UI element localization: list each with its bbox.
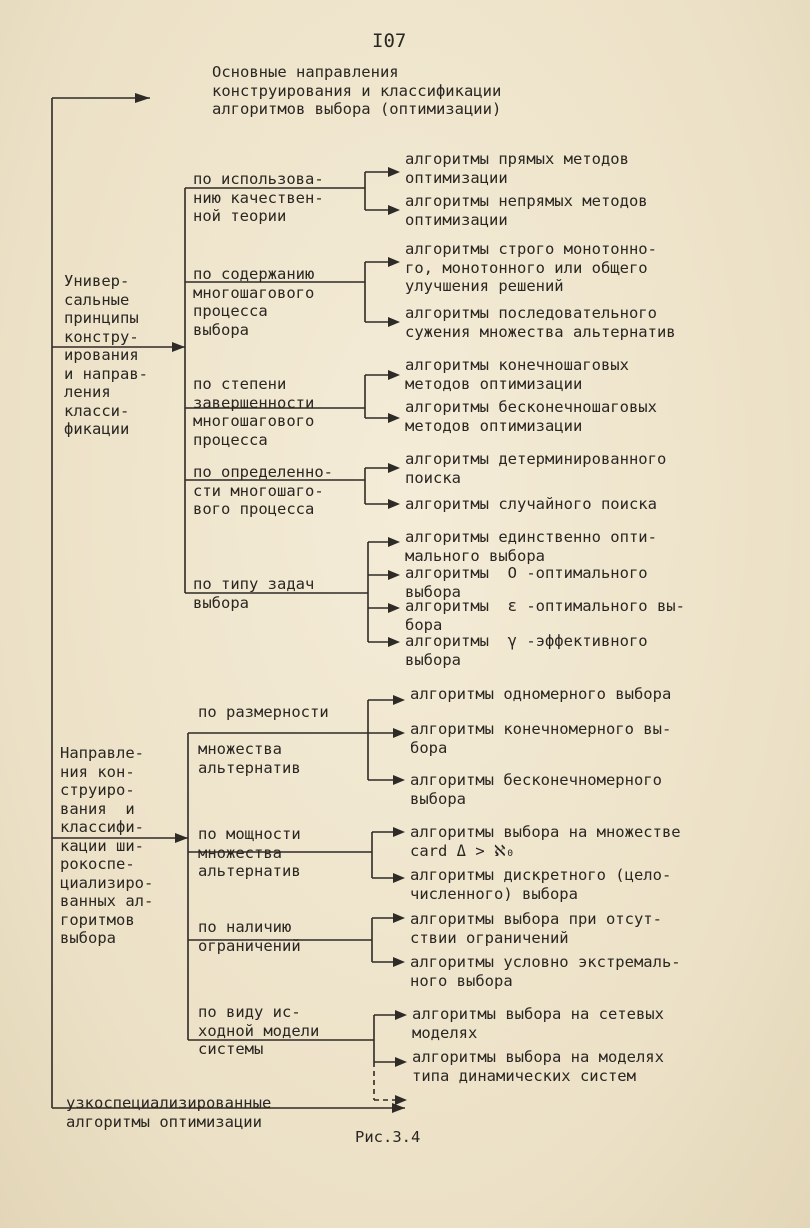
leaf-item: алгоритмы бесконечношаговых методов оптимизации bbox=[405, 398, 657, 435]
leaf-item: алгоритмы единственно опти- мального выбора bbox=[405, 528, 657, 565]
leaf-item: алгоритмы выбора на моделях типа динамических систем bbox=[412, 1048, 664, 1085]
leaf-item: алгоритмы O -оптимального выбора bbox=[405, 564, 648, 601]
leaf-item: алгоритмы условно экстремаль- ного выбора bbox=[410, 953, 681, 990]
leaf-item: алгоритмы дискретного (цело- численного) выбора bbox=[410, 866, 672, 903]
leaf-item: алгоритмы детерминированного поиска bbox=[405, 450, 667, 487]
leaf-item: алгоритмы последовательного сужения множества альтернатив bbox=[405, 304, 676, 341]
leaf-item: алгоритмы γ -эффективного выбора bbox=[405, 632, 648, 669]
criterion-label: по мощности множества альтернатив bbox=[198, 825, 301, 880]
bottom-item: узкоспециализированные алгоритмы оптимизации bbox=[66, 1094, 272, 1131]
leaf-item: алгоритмы случайного поиска bbox=[405, 495, 657, 513]
leaf-item: алгоритмы непрямых методов оптимизации bbox=[405, 192, 648, 229]
leaf-item: алгоритмы прямых методов оптимизации bbox=[405, 150, 629, 187]
criterion-label: по определенно- сти многошаго- вого процесса bbox=[193, 463, 333, 518]
root-title: Основные направления конструирования и классификации алгоритмов выбора (оптимизации) bbox=[212, 63, 502, 118]
arrow-head bbox=[135, 93, 150, 103]
leaf-item: алгоритмы ε -оптимального вы- бора bbox=[405, 597, 685, 634]
criterion-label: по типу задач выбора bbox=[193, 575, 315, 612]
group-label-universal: Универ- сальные принципы констру- ирования и направ- ления класси- фикации bbox=[64, 272, 148, 438]
leaf-item: алгоритмы конечномерного вы- бора bbox=[410, 720, 672, 757]
figure-caption: Рис.3.4 bbox=[355, 1128, 421, 1146]
criterion-label: по виду ис- ходной модели системы bbox=[198, 1003, 320, 1058]
criterion-label: по использова- нию качествен- ной теории bbox=[193, 170, 324, 225]
criterion-label: по наличию ограничений bbox=[198, 918, 301, 955]
criterion-label: по содержанию многошагового процесса выбора bbox=[193, 265, 315, 339]
leaf-item: алгоритмы конечношаговых методов оптимизации bbox=[405, 356, 629, 393]
criterion-label: по размерности множества альтернатив bbox=[198, 703, 329, 777]
leaf-item: алгоритмы выбора на множестве card Δ > ℵ₀ bbox=[410, 823, 681, 860]
leaf-item: алгоритмы выбора на сетевых моделях bbox=[412, 1005, 664, 1042]
criterion-label: по степени завершенности многошагового процесса bbox=[193, 375, 315, 449]
page-number: I07 bbox=[372, 30, 407, 52]
leaf-item: алгоритмы строго монотонно- го, монотонного или общего улучшения решений bbox=[405, 240, 657, 295]
leaf-item: алгоритмы выбора при отсут- ствии ограничений bbox=[410, 910, 662, 947]
leaf-item: алгоритмы бесконечномерного выбора bbox=[410, 771, 662, 808]
group-label-wide: Направле- ния кон- струиро- вания и классифи- кации ши- рокоспе- циализиро- ванных ал- горитмов выбора bbox=[60, 744, 154, 947]
leaf-item: алгоритмы одномерного выбора bbox=[410, 685, 672, 703]
